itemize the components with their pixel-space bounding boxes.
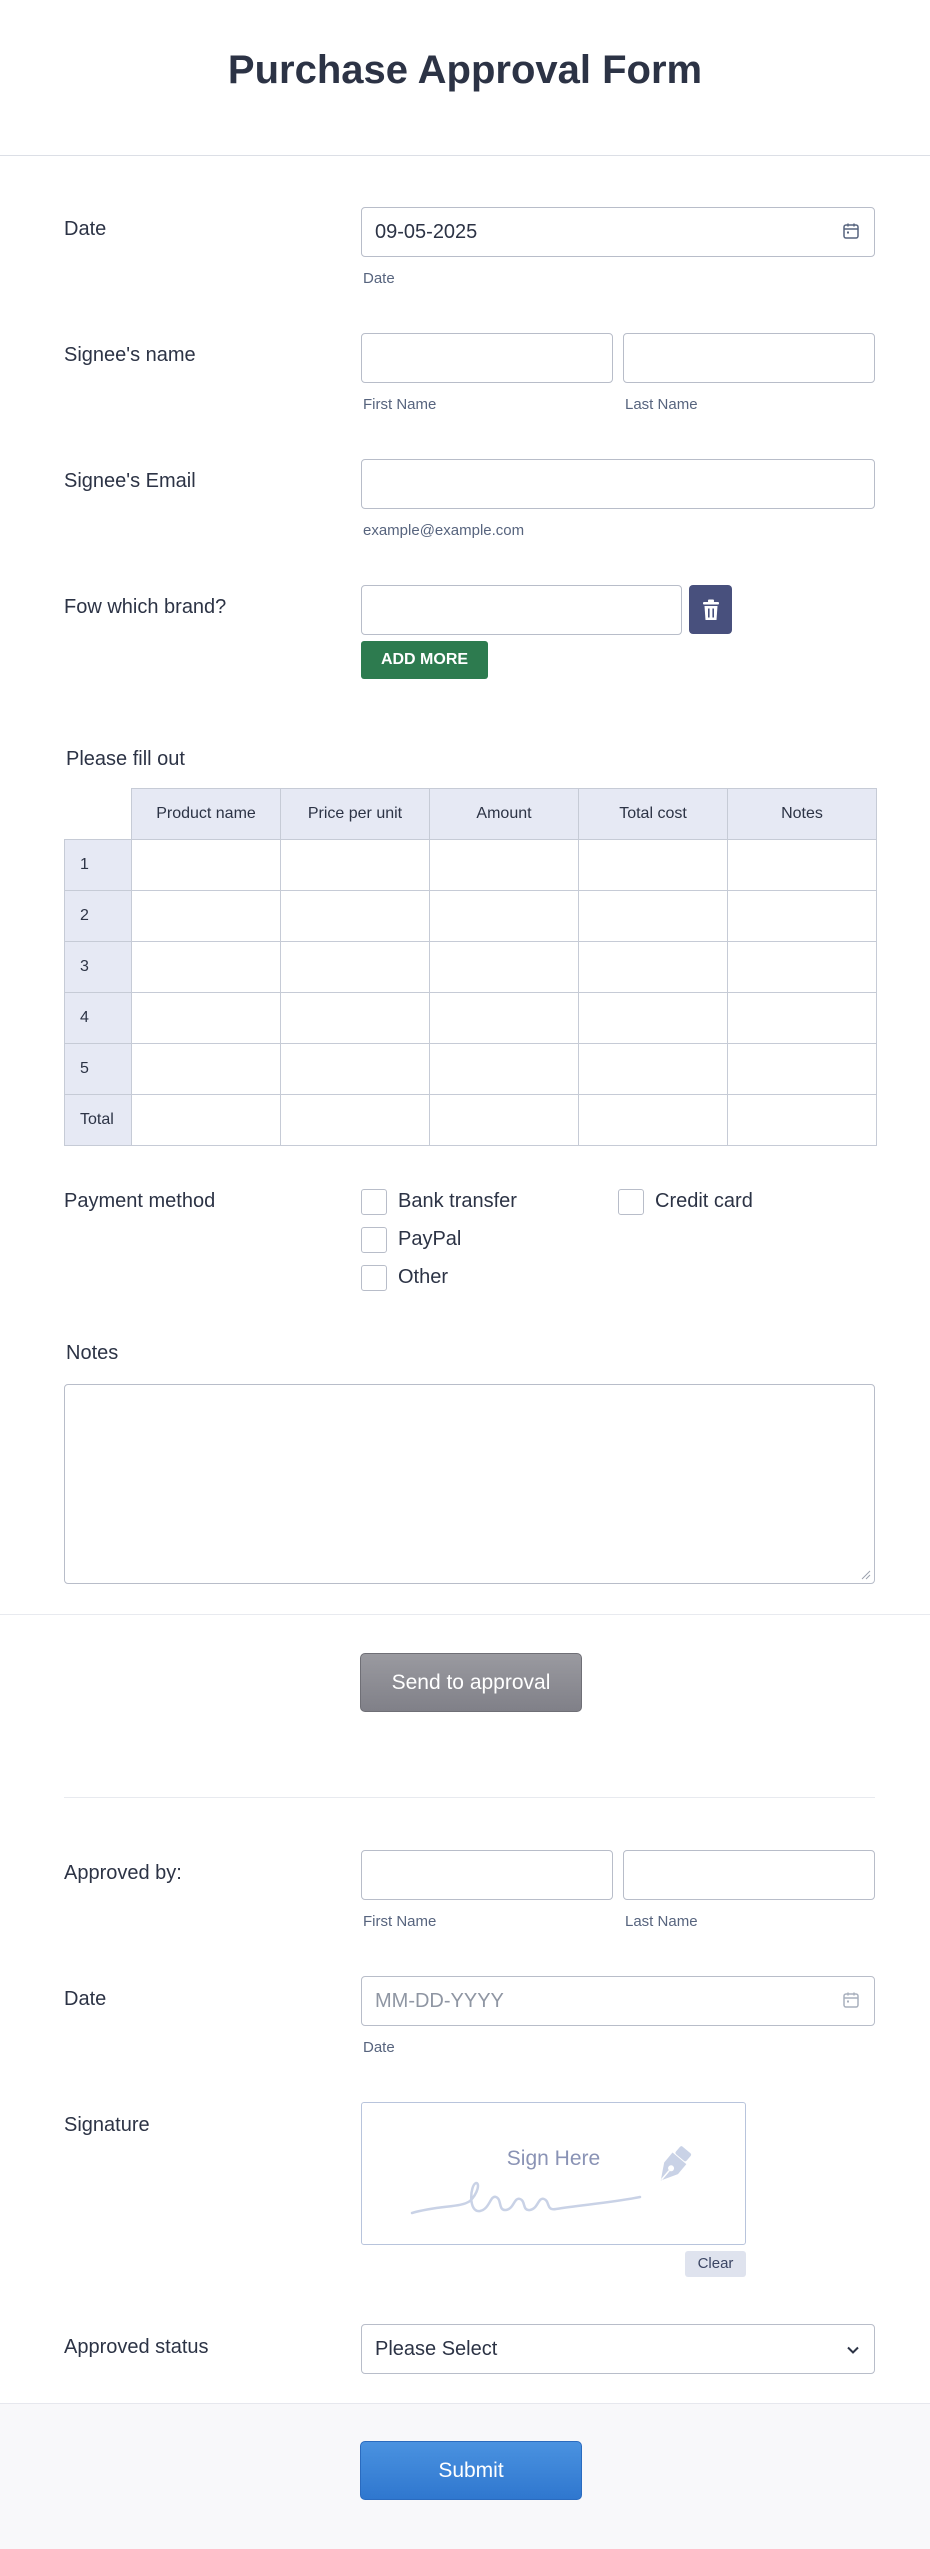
calendar-icon[interactable] [842, 222, 860, 240]
table-cell[interactable] [728, 993, 877, 1044]
table-row-header: Total [65, 1095, 132, 1146]
delete-brand-button[interactable] [689, 585, 732, 634]
table-cell[interactable] [430, 1095, 579, 1146]
approval-divider [64, 1797, 875, 1798]
table-cell[interactable] [132, 942, 281, 993]
table-cell[interactable] [579, 942, 728, 993]
approver-last-name-sublabel: Last Name [625, 1913, 698, 1930]
add-more-button[interactable]: ADD MORE [361, 641, 488, 679]
signee-last-name-input[interactable] [623, 333, 875, 383]
table-cell[interactable] [728, 840, 877, 891]
approver-first-name-sublabel: First Name [363, 1913, 437, 1930]
table-cell[interactable] [430, 840, 579, 891]
payment-method-label: Payment method [64, 1190, 216, 1212]
table-cell[interactable] [728, 891, 877, 942]
resize-grip-icon[interactable] [861, 1570, 871, 1580]
checkbox-credit-card[interactable] [618, 1189, 644, 1215]
table-header-total-cost: Total cost [579, 789, 728, 840]
table-cell[interactable] [132, 891, 281, 942]
table-cell[interactable] [579, 891, 728, 942]
chevron-down-icon [846, 2343, 860, 2357]
checkbox-credit-card-label: Credit card [655, 1190, 753, 1212]
approver-first-name-input[interactable] [361, 1850, 613, 1900]
table-corner [65, 789, 132, 840]
table-label: Please fill out [66, 748, 185, 770]
table-cell[interactable] [430, 1044, 579, 1095]
clear-signature-button[interactable]: Clear [685, 2251, 746, 2277]
header-divider [0, 155, 930, 156]
table-cell[interactable] [579, 1044, 728, 1095]
checkbox-other-label: Other [398, 1266, 449, 1288]
date-value: 09-05-2025 [375, 221, 478, 243]
table-cell[interactable] [132, 840, 281, 891]
table-row-total [65, 1095, 877, 1146]
table-row-header: 4 [65, 993, 132, 1044]
table-cell[interactable] [579, 993, 728, 1044]
signee-email-label: Signee's Email [64, 470, 196, 492]
table-header-notes: Notes [728, 789, 877, 840]
checkbox-bank-transfer-label: Bank transfer [398, 1190, 517, 1212]
signee-name-label: Signee's name [64, 344, 196, 366]
brand-input[interactable] [361, 585, 682, 635]
table-cell[interactable] [728, 1095, 877, 1146]
table-cell[interactable] [281, 840, 430, 891]
approved-status-select[interactable] [361, 2324, 875, 2374]
checkbox-paypal-label: PayPal [398, 1228, 462, 1250]
checkbox-bank-transfer[interactable] [361, 1189, 387, 1215]
table-cell[interactable] [579, 840, 728, 891]
table-cell[interactable] [430, 993, 579, 1044]
pen-nib-icon [648, 2143, 698, 2189]
approved-status-selected: Please Select [375, 2338, 498, 2360]
table-cell[interactable] [281, 1095, 430, 1146]
table-row [65, 1044, 877, 1095]
signature-scribble-icon [410, 2153, 670, 2223]
signee-last-name-sublabel: Last Name [625, 396, 698, 413]
product-table [64, 788, 877, 1146]
table-row-header: 1 [65, 840, 132, 891]
table-cell[interactable] [132, 993, 281, 1044]
brand-label: Fow which brand? [64, 596, 227, 618]
signee-email-input[interactable] [361, 459, 875, 509]
form-title: Purchase Approval Form [227, 48, 703, 92]
approval-date-sublabel: Date [363, 2039, 395, 2056]
table-cell[interactable] [281, 942, 430, 993]
signee-first-name-input[interactable] [361, 333, 613, 383]
table-row-header: 2 [65, 891, 132, 942]
approved-status-label: Approved status [64, 2336, 209, 2358]
signature-label: Signature [64, 2114, 150, 2136]
table-cell[interactable] [579, 1095, 728, 1146]
approval-date-label: Date [64, 1988, 107, 2010]
trash-icon [702, 599, 720, 621]
calendar-icon[interactable] [842, 1991, 860, 2009]
table-cell[interactable] [281, 993, 430, 1044]
notes-label: Notes [66, 1342, 119, 1364]
submit-button[interactable]: Submit [360, 2441, 582, 2500]
table-row-header: 3 [65, 942, 132, 993]
table-cell[interactable] [728, 942, 877, 993]
checkbox-other[interactable] [361, 1265, 387, 1291]
table-cell[interactable] [132, 1044, 281, 1095]
table-cell[interactable] [281, 891, 430, 942]
checkbox-paypal[interactable] [361, 1227, 387, 1253]
table-row [65, 891, 877, 942]
table-row-header: 5 [65, 1044, 132, 1095]
table-cell[interactable] [281, 1044, 430, 1095]
section-divider [0, 1614, 930, 1615]
table-cell[interactable] [430, 942, 579, 993]
table-cell[interactable] [728, 1044, 877, 1095]
signee-first-name-sublabel: First Name [363, 396, 437, 413]
table-row [65, 993, 877, 1044]
signature-hint: Sign Here [506, 2147, 601, 2170]
table-cell[interactable] [430, 891, 579, 942]
approver-last-name-input[interactable] [623, 1850, 875, 1900]
notes-textarea[interactable] [64, 1384, 875, 1584]
signee-email-sublabel: example@example.com [363, 522, 525, 539]
signature-pad[interactable] [361, 2102, 746, 2245]
approved-by-label: Approved by: [64, 1862, 182, 1884]
approval-date-input[interactable] [361, 1976, 875, 2026]
date-sublabel: Date [363, 270, 395, 287]
table-row [65, 942, 877, 993]
send-to-approval-button[interactable]: Send to approval [360, 1653, 582, 1712]
table-header-product-name: Product name [132, 789, 281, 840]
date-input[interactable] [361, 207, 875, 257]
table-header-price-per-unit: Price per unit [281, 789, 430, 840]
approval-date-placeholder: MM-DD-YYYY [375, 1990, 504, 2012]
table-row [65, 840, 877, 891]
table-header-amount: Amount [430, 789, 579, 840]
table-cell[interactable] [132, 1095, 281, 1146]
date-label: Date [64, 218, 107, 240]
